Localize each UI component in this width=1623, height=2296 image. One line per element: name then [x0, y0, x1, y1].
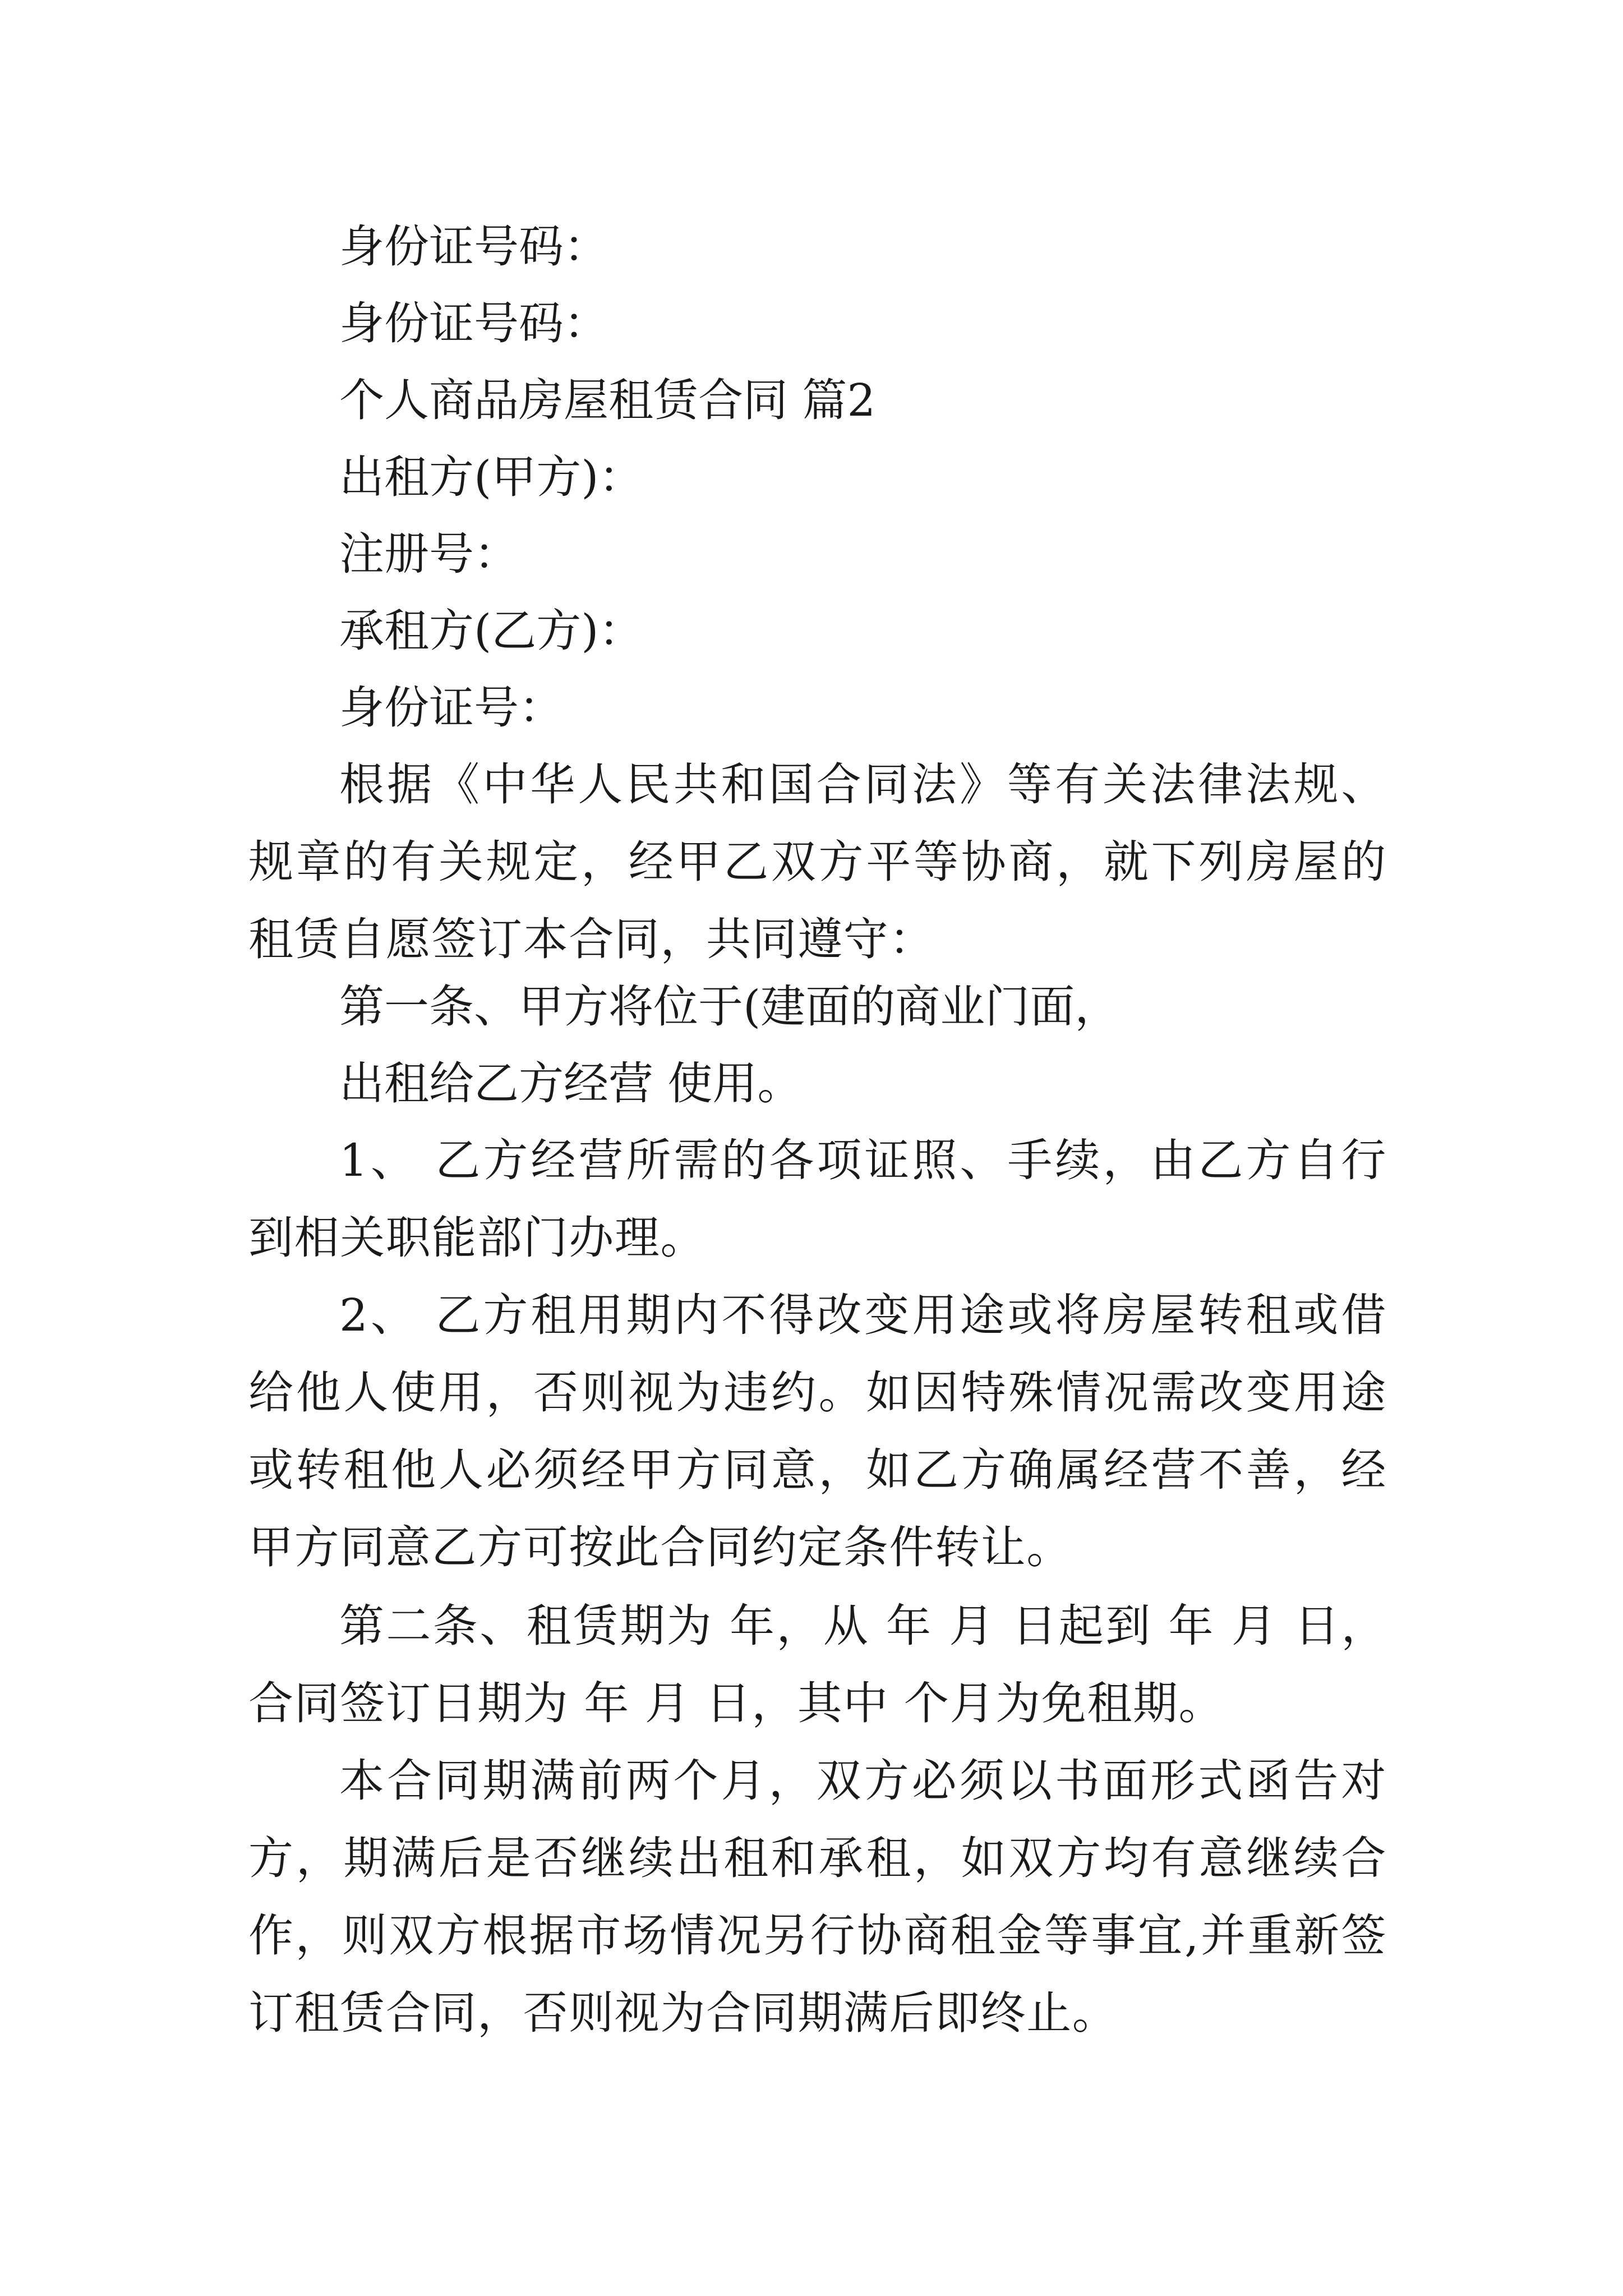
id-number-line-1: 身份证号码： — [339, 220, 608, 273]
article-1: 第一条、甲方将位于(建面的商业门面， — [339, 981, 1120, 1033]
registration-number-line: 注册号： — [339, 528, 519, 580]
id-number-line-2: 身份证号码： — [339, 297, 608, 349]
lessee-id-line: 身份证号： — [339, 682, 564, 734]
contract-section-title: 个人商品房屋租赁合同 篇2 — [339, 374, 876, 426]
lessee-line: 承租方(乙方)： — [339, 605, 644, 657]
renewal-paragraph: 本合同期满前两个月，双方必须以书面形式函告对方，期满后是否继续出租和承租，如双方均有意继续合作，则双方根据市场情况另行协商租金等事宜,并重新签订租赁合同，否则视为合同期满后即终止。 — [248, 1755, 1387, 2039]
preamble-paragraph: 根据《中华人民共和国合同法》等有关法律法规、规章的有关规定，经甲乙双方平等协商，就下列房屋的租赁自愿签订本合同，共同遵守： — [248, 758, 1387, 965]
article-1-item-2: 2、 乙方租用期内不得改变用途或将房屋转租或借给他人使用，否则视为违约。如因特殊情况需改变用途或转租他人必须经甲方同意，如乙方确属经营不善，经甲方同意乙方可按此合同约定条件转让。 — [248, 1289, 1387, 1573]
lessor-line: 出租方(甲方)： — [339, 451, 644, 503]
article-1-use: 出租给乙方经营 使用。 — [339, 1057, 803, 1110]
article-1-item-1: 1、 乙方经营所需的各项证照、手续，由乙方自行到相关职能部门办理。 — [248, 1134, 1387, 1264]
article-2: 第二条、租赁期为 年，从 年 月 日起到 年 月 日，合同签订日期为 年 月 日，其中 个月为免租期。 — [248, 1600, 1387, 1729]
